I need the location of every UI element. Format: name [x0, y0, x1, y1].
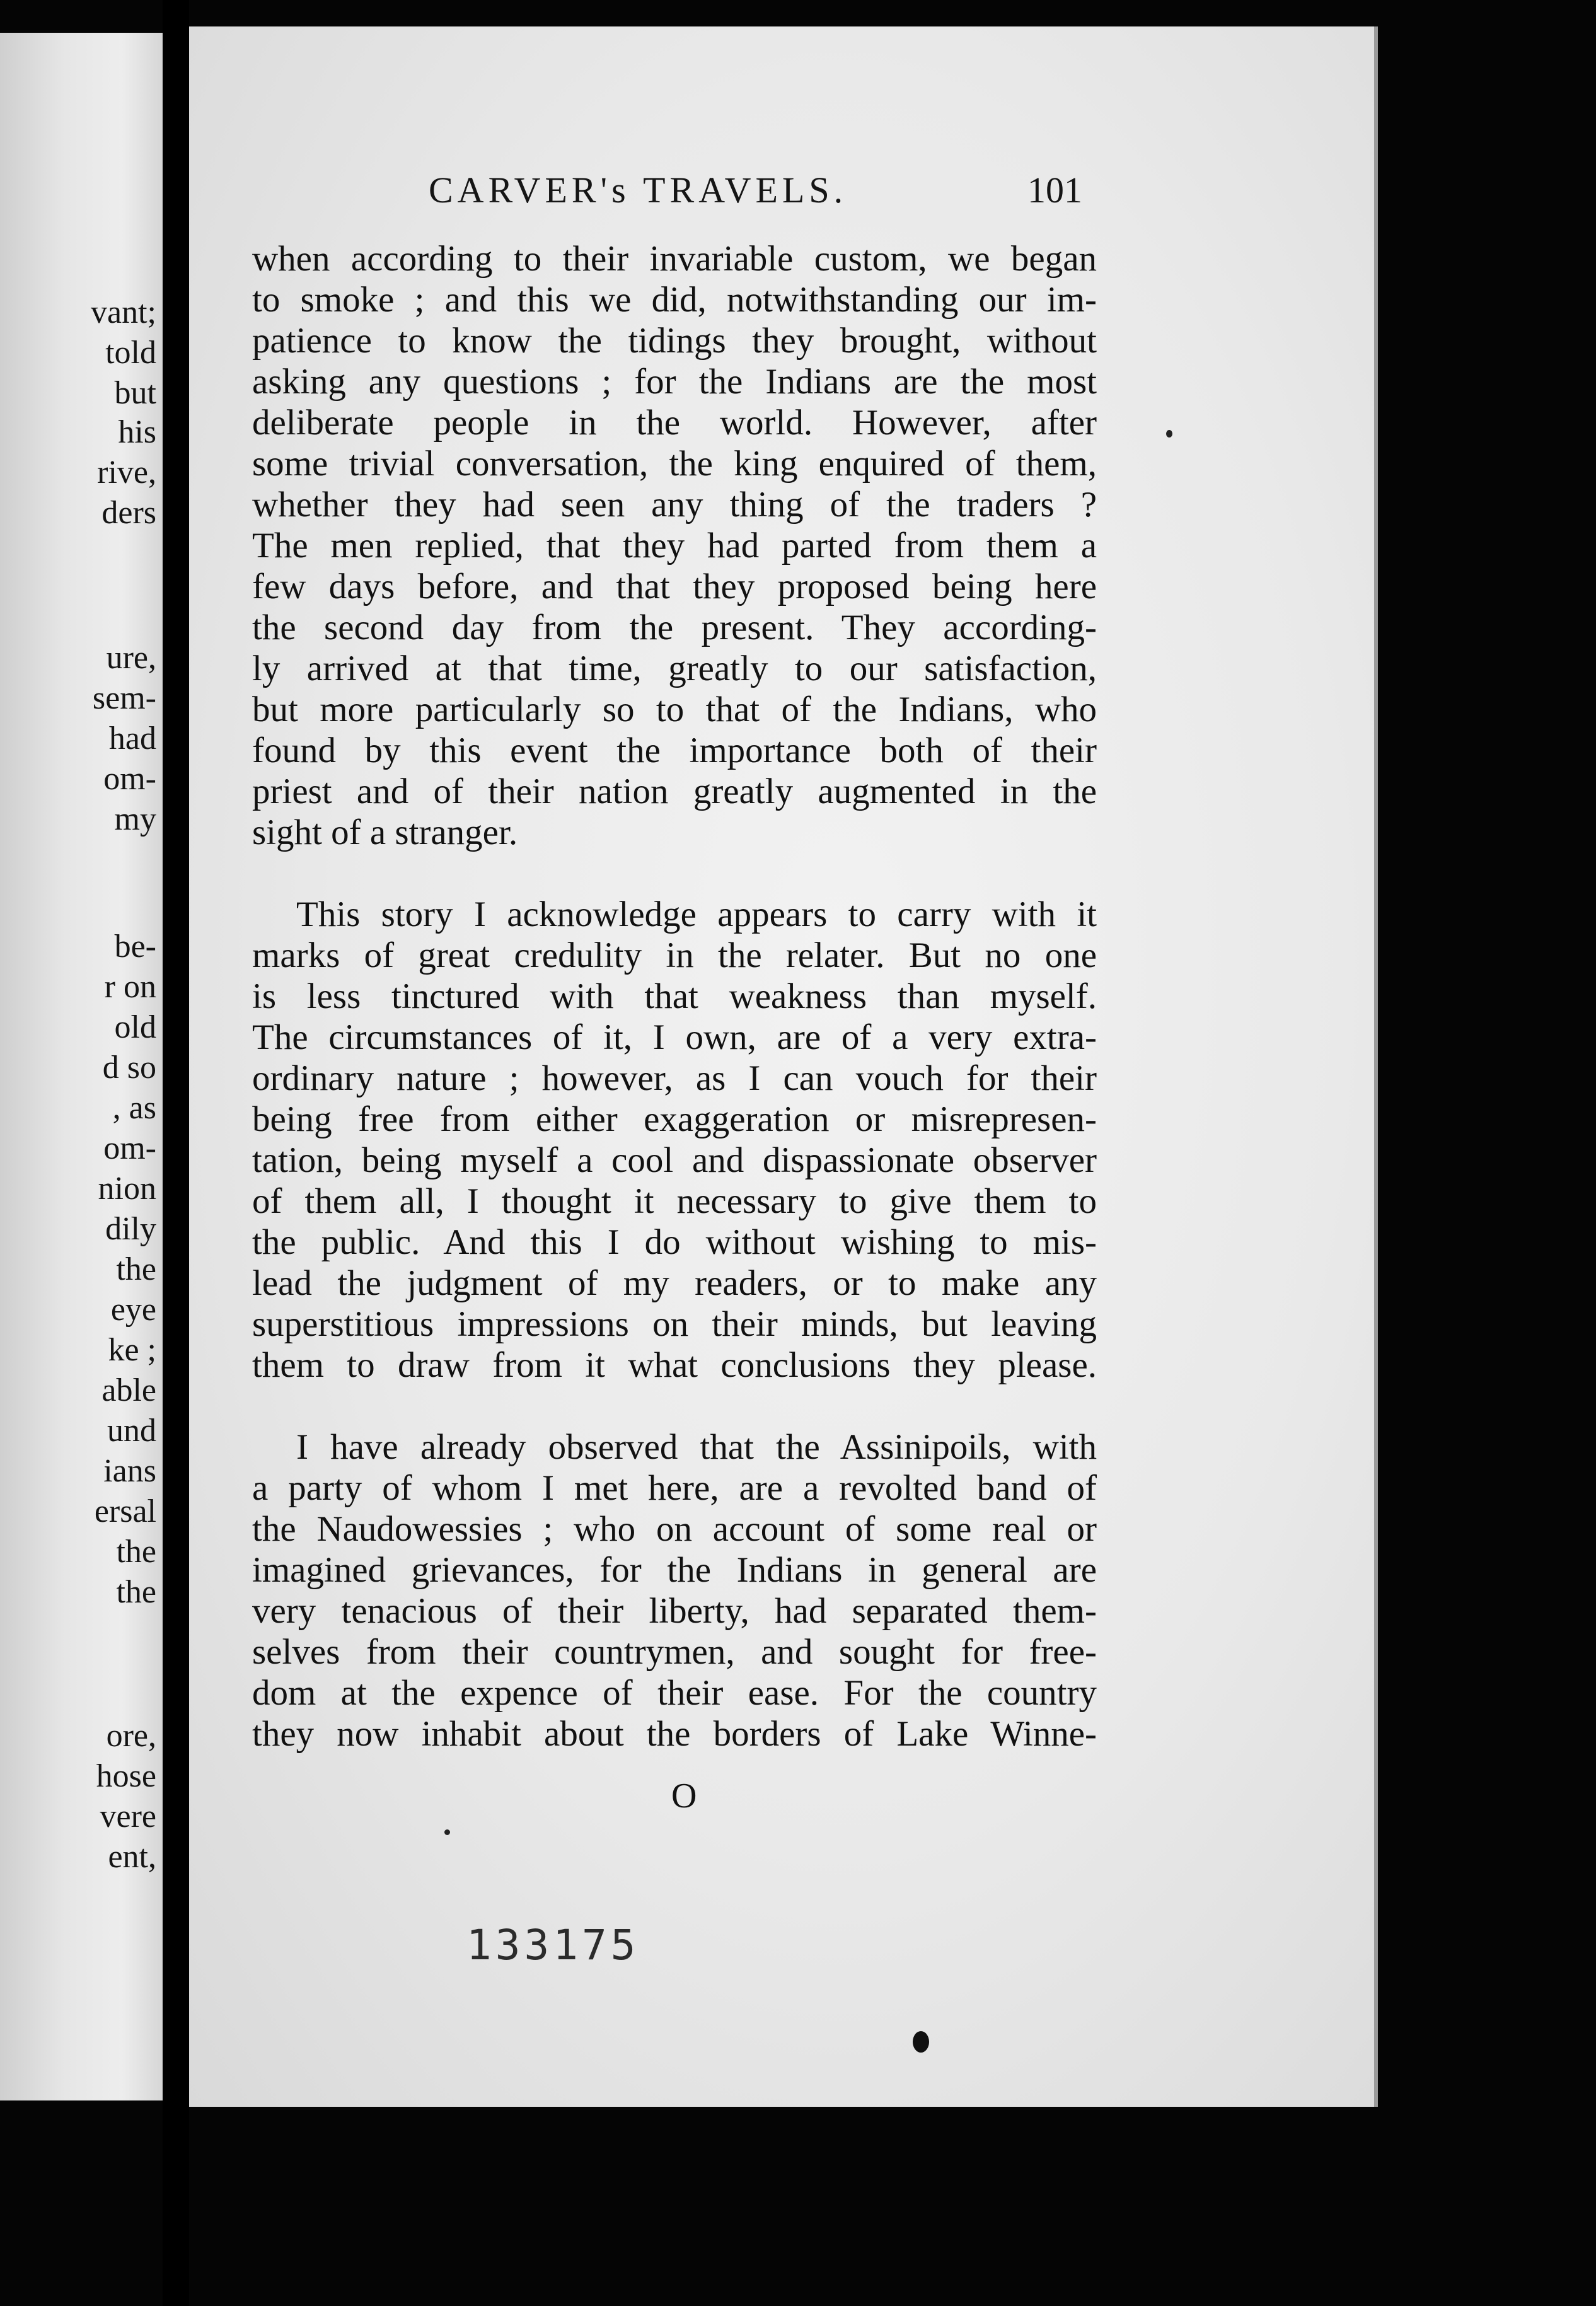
left-page-line: ians	[103, 1453, 156, 1489]
text-line: superstitious impressions on their minds, but leaving	[252, 1304, 1097, 1344]
left-page-line: be-	[114, 929, 156, 965]
left-page-line: ure,	[106, 640, 156, 676]
text-line: The circumstances of it, I own, are of a very extra-	[252, 1017, 1097, 1057]
left-page-line: ersal	[94, 1493, 156, 1529]
text-line: lead the judgment of my readers, or to make any	[252, 1263, 1097, 1303]
text-line: This story I acknowledge appears to carry with it	[296, 895, 1097, 934]
text-line: marks of great credulity in the relater. But no one	[252, 936, 1097, 975]
left-page-line: nion	[98, 1171, 156, 1207]
left-page-line: eye	[110, 1292, 156, 1328]
text-line: of them all, I thought it necessary to give them to	[252, 1181, 1097, 1221]
text-line: dom at the expence of their ease. For the country	[252, 1673, 1097, 1713]
text-line: asking any questions ; for the Indians are the most	[252, 362, 1097, 402]
left-page-line: his	[118, 414, 156, 450]
left-page-line: d so	[102, 1050, 156, 1086]
left-page-line: dily	[105, 1211, 156, 1247]
text-line: being free from either exaggeration or misrepresen-	[252, 1099, 1097, 1139]
text-line: priest and of their nation greatly augmented in the	[252, 772, 1097, 811]
text-line: I have already observed that the Assinipoils, with	[296, 1427, 1097, 1467]
left-page-line: told	[105, 335, 156, 371]
book-gutter	[163, 0, 189, 2306]
page-edge	[1374, 26, 1378, 2107]
text-line: very tenacious of their liberty, had separated them-	[252, 1591, 1097, 1631]
text-line: sight of a stranger.	[252, 813, 518, 852]
text-line: ly arrived at that time, greatly to our satisfaction,	[252, 649, 1097, 688]
text-line: they now inhabit about the borders of Lake Winne-	[252, 1714, 1097, 1754]
running-head: CARVER's TRAVELS.	[429, 170, 848, 211]
text-line: The men replied, that they had parted from them a	[252, 526, 1097, 565]
paper-speck	[1166, 430, 1172, 437]
accession-stamp: 133175	[466, 1921, 640, 1969]
signature-mark: O	[671, 1776, 697, 1816]
left-page-line: vant;	[91, 294, 156, 330]
page-number: 101	[1027, 170, 1082, 211]
text-line: selves from their countrymen, and sought for free-	[252, 1632, 1097, 1672]
text-line: them to draw from it what conclusions they please.	[252, 1345, 1097, 1385]
left-page-line: hose	[96, 1758, 156, 1794]
previous-page-fragment	[0, 33, 163, 2100]
text-line: when according to their invariable custom, we began	[252, 239, 1097, 279]
text-line: the public. And this I do without wishing to mis-	[252, 1222, 1097, 1262]
text-line: ordinary nature ; however, as I can vouch for their	[252, 1058, 1097, 1098]
text-line: few days before, and that they proposed being here	[252, 567, 1097, 606]
text-line: the second day from the present. They according-	[252, 608, 1097, 647]
left-page-line: rive,	[97, 455, 156, 490]
left-page-line: the	[116, 1251, 156, 1287]
left-page-line: but	[114, 375, 156, 411]
text-line: whether they had seen any thing of the traders ?	[252, 485, 1097, 524]
text-line: deliberate people in the world. However, after	[252, 403, 1097, 443]
text-line: a party of whom I met here, are a revolted band of	[252, 1468, 1097, 1508]
left-page-line: om-	[103, 1130, 156, 1166]
left-page-line: the	[116, 1574, 156, 1610]
left-page-line: had	[108, 721, 156, 756]
text-line: to smoke ; and this we did, notwithstanding our im-	[252, 280, 1097, 320]
left-page-line: ders	[101, 495, 156, 531]
left-page-line: ent,	[108, 1839, 156, 1875]
left-page-line: able	[101, 1372, 156, 1408]
left-page-line: r on	[104, 969, 156, 1005]
text-line: some trivial conversation, the king enquired of them,	[252, 444, 1097, 484]
left-page-line: ore,	[106, 1718, 156, 1754]
text-line: is less tinctured with that weakness than myself.	[252, 976, 1097, 1016]
text-line: tation, being myself a cool and dispassionate observer	[252, 1140, 1097, 1180]
paper-speck	[444, 1829, 450, 1835]
left-page-line: und	[107, 1413, 156, 1449]
text-line: found by this event the importance both of their	[252, 731, 1097, 770]
left-page-line: vere	[100, 1799, 156, 1834]
text-line: imagined grievances, for the Indians in general are	[252, 1550, 1097, 1590]
ink-spot	[913, 2031, 929, 2053]
book-page	[189, 26, 1374, 2107]
left-page-line: the	[116, 1534, 156, 1570]
left-page-line: old	[114, 1009, 156, 1045]
left-page-line: ke ;	[108, 1332, 156, 1368]
left-page-line: om-	[103, 761, 156, 797]
text-line: the Naudowessies ; who on account of some real or	[252, 1509, 1097, 1549]
left-page-line: my	[114, 801, 156, 837]
left-page-line: sem-	[92, 680, 156, 716]
text-line: but more particularly so to that of the Indians, who	[252, 690, 1097, 729]
left-page-line: , as	[112, 1090, 156, 1126]
text-line: patience to know the tidings they brought, without	[252, 321, 1097, 361]
